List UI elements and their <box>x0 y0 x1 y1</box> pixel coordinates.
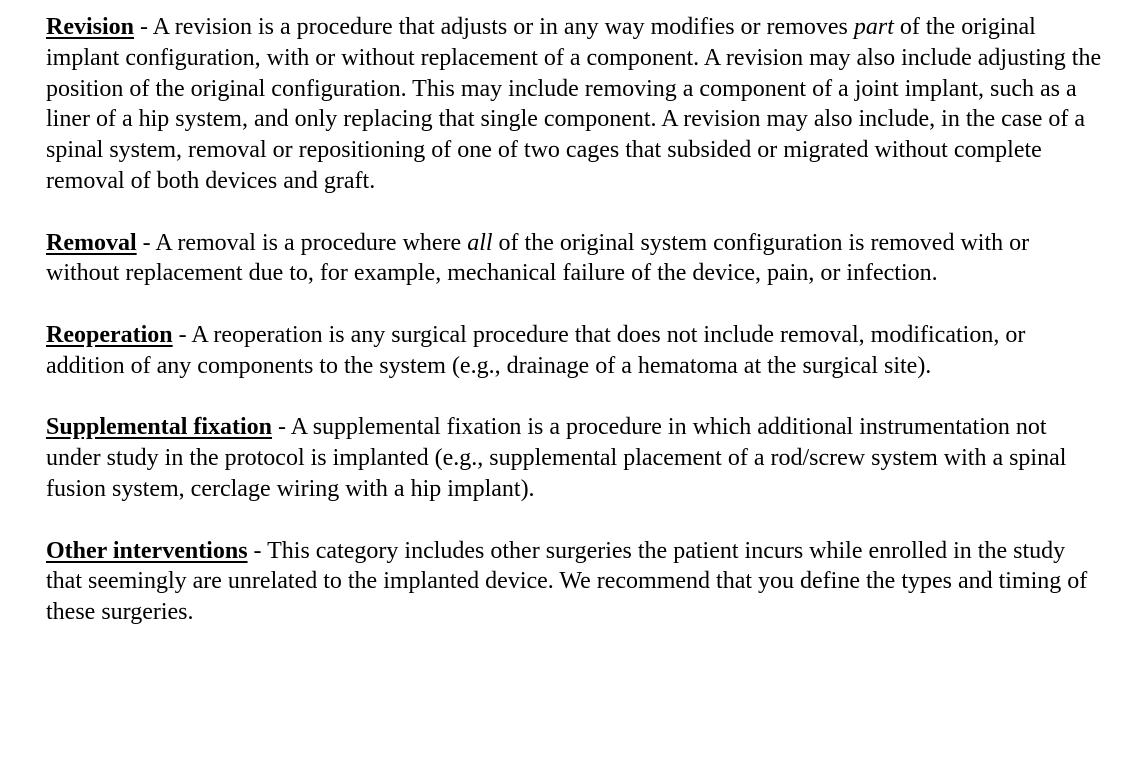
definition-text: A removal is a procedure where <box>155 229 468 256</box>
separator: - <box>136 229 156 256</box>
definition-text: A revision is a procedure that adjusts or in any way modifies or removes <box>152 14 854 40</box>
term-other-interventions: Other interventions <box>46 537 248 564</box>
definition-text: A supplemental fixation is a procedure in which additional instrumentation not under study in the protocol is implanted (e.g., supplemental placement of a rod/screw system with a spinal fusion system, cerclage wiring with a hip implant). <box>46 414 1067 502</box>
definition-other-interventions <box>46 536 1106 628</box>
definition-text: A reoperation is any surgical procedure that does not include removal, modification, or addition of any components to the system (e.g., drainage of a hematoma at the surgical site). <box>46 321 1026 379</box>
emphasis-text: part <box>853 14 894 40</box>
separator: - <box>134 14 153 40</box>
emphasis-text: all <box>467 229 493 256</box>
definition-supplemental-fixation <box>46 412 1106 504</box>
definition-reoperation <box>46 320 1106 382</box>
term-reoperation: Reoperation <box>46 321 173 348</box>
term-removal: Removal <box>46 229 137 256</box>
separator: - <box>172 321 192 348</box>
definition-text: This category includes other surgeries the patient incurs while enrolled in the study that seemingly are unrelated to the implanted device. We recommend that you define the types and timing of these surgeries. <box>46 537 1088 626</box>
term-supplemental-fixation: Supplemental fixation <box>46 414 273 441</box>
term-revision: Revision <box>46 14 135 40</box>
definition-text: of the original implant configuration, with or without replacement of a component. A revision may also include adjusting the position of the original configuration. This may include removing a component of a joint implant, such as a liner of a hip system, and only replacing that single component. A revision may also include, in the case of a spinal system, removal or repositioning of one of two cages that subsided or migrated without complete removal of both devices and graft. <box>46 14 1102 194</box>
separator: - <box>272 414 291 441</box>
definition-revision <box>46 12 1106 197</box>
definition-removal <box>46 228 1106 290</box>
separator: - <box>247 537 268 564</box>
definition-text: of the original system configuration is removed with or without replacement due to, for example, mechanical failure of the device, pain, or infection. <box>46 229 1030 287</box>
